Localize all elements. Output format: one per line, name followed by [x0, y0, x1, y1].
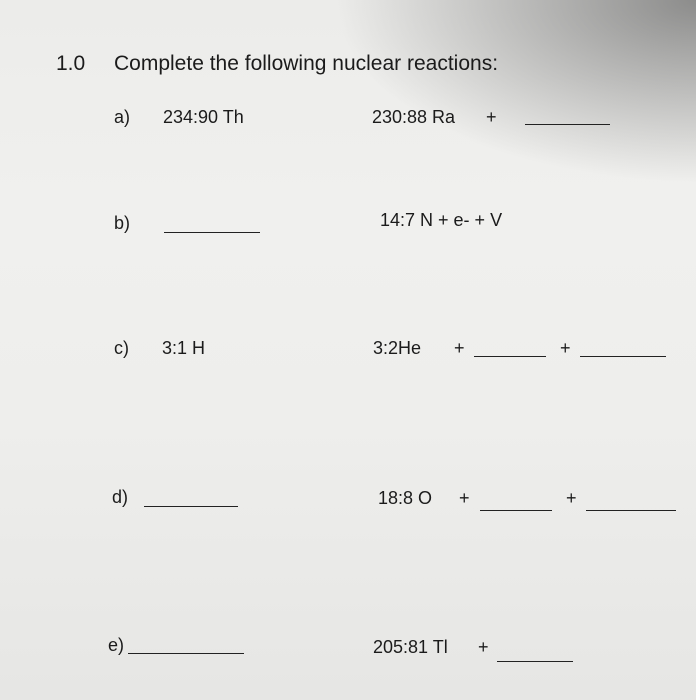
plus-sign: +: [566, 488, 577, 508]
product: 205:81 Tl: [373, 637, 448, 657]
answer-blank[interactable]: [144, 506, 238, 507]
answer-blank[interactable]: [474, 356, 546, 357]
plus-sign: +: [454, 338, 465, 358]
reactant: 234:90 Th: [163, 107, 244, 127]
reaction-label: c): [114, 338, 129, 358]
plus-sign: +: [486, 107, 497, 127]
plus-sign: +: [459, 488, 470, 508]
plus-sign: +: [478, 637, 489, 657]
plus-sign: +: [560, 338, 571, 358]
answer-blank[interactable]: [164, 232, 260, 233]
question-number: 1.0: [56, 52, 86, 75]
answer-blank[interactable]: [525, 124, 610, 125]
answer-blank[interactable]: [580, 356, 666, 357]
product: 14:7 N + e- + V: [380, 210, 503, 230]
reactant: 3:1 H: [162, 338, 206, 358]
answer-blank[interactable]: [497, 661, 573, 662]
product: 3:2He: [373, 338, 422, 358]
product: 230:88 Ra: [372, 107, 456, 127]
reaction-label: b): [114, 213, 131, 233]
reaction-label: d): [112, 487, 129, 507]
answer-blank[interactable]: [480, 510, 552, 511]
reaction-label: a): [114, 107, 131, 127]
answer-blank[interactable]: [128, 653, 244, 654]
reaction-label: e): [108, 635, 125, 655]
question-title: Complete the following nuclear reactions:: [114, 52, 499, 75]
answer-blank[interactable]: [586, 510, 676, 511]
product: 18:8 O: [378, 488, 433, 508]
